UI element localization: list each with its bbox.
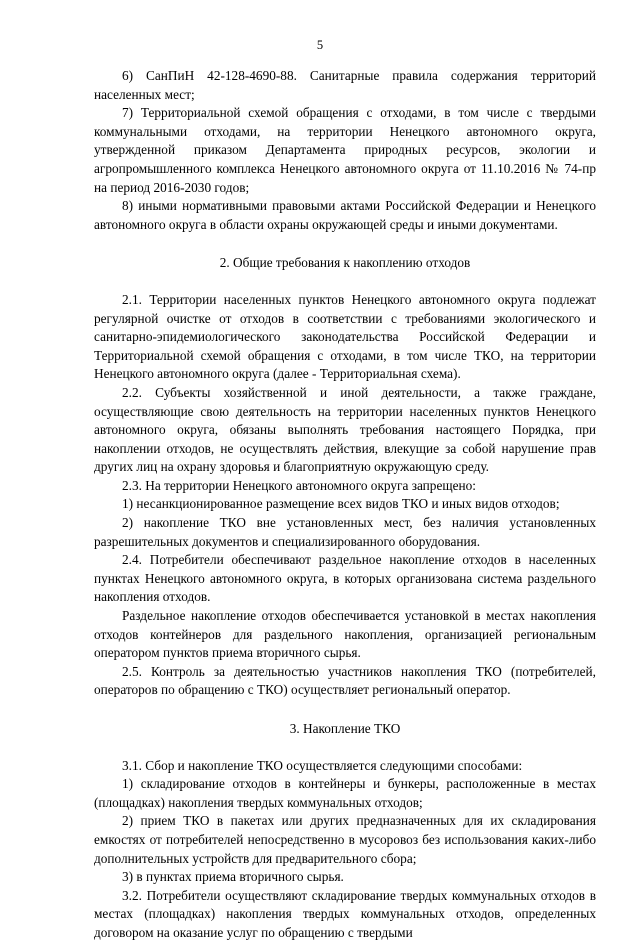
paragraph-2-3-item-2: 2) накопление ТКО вне установленных мест, без наличия установленных разрешительных документов и специализированного оборудования. [94, 515, 596, 549]
paragraph-3-2: 3.2. Потребители осуществляют складирование твердых коммунальных отходов в местах (площадках) накопления твердых коммунальных отходов, определенных договором на оказание услуг по обращению с твердыми [94, 887, 596, 940]
paragraph-3-1: 3.1. Сбор и накопление ТКО осуществляется следующими способами: [122, 757, 523, 773]
paragraph-2-3: 2.3. На территории Ненецкого автономного округа запрещено: [122, 477, 476, 493]
paragraph-2-4-continued: Раздельное накопление отходов обеспечивается установкой в местах накопления отходов контейнеров для раздельного накопления, организацией региональным оператором пунктов приема вторичного сырья. [94, 608, 596, 661]
paragraph-2-1: 2.1. Территории населенных пунктов Ненецкого автономного округа подлежат регулярной очистке от отходов в соответствии с требованиями экологического и санитарно-эпидемиологического законодательства Российской Федерации и Территориальной схемой обращения с отходами, в том числе ТКО, на территории Ненецкого автономного округа (далее - Территориальная схема). [94, 291, 596, 382]
paragraph-3-1-item-3: 3) в пунктах приема вторичного сырья. [122, 869, 344, 885]
paragraph-2-5: 2.5. Контроль за деятельностью участников накопления ТКО (потребителей, операторов по обращению с ТКО) осуществляет региональный оператор. [94, 663, 596, 698]
paragraph-3-1-item-1: 1) складирование отходов в контейнеры и бункеры, расположенные в местах (площадках) накопления твердых коммунальных отходов; [94, 776, 596, 810]
document-body [94, 67, 596, 943]
list-item-8: 8) иными нормативными правовыми актами Российской Федерации и Ненецкого автономного округа в области охраны окружающей среды и иными документами. [94, 198, 596, 232]
list-item-7: 7) Территориальной схемой обращения с отходами, в том числе с твердыми коммунальными отходами, на территории Ненецкого автономного округа, утвержденной приказом Департамента природных ресурсов, экологии и агропромышленного комплекса Ненецкого автономного округа от 11.10.2016 № 74-пр на период 2016-2030 годов; [94, 105, 596, 195]
section-3-body [94, 757, 596, 943]
paragraph-2-3-item-1: 1) несанкционированное размещение всех видов ТКО и иных видов отходов; [122, 496, 560, 512]
page-number: 5 [316, 38, 324, 52]
section-2-heading: 2. Общие требования к накоплению отходов [219, 255, 471, 271]
paragraph-3-1-item-2: 2) прием ТКО в пакетах или других предназначенных для их складирования емкостях от потребителей непосредственно в мусоровоз без использования каких-либо дополнительных устройств для предварительного сбора; [94, 813, 596, 866]
section-3-heading: 3. Накопление ТКО [289, 721, 401, 736]
paragraph-2-2: 2.2. Субъекты хозяйственной и иной деятельности, а также граждане, осуществляющие свою деятельность на территории населенных пунктов Ненецкого автономного округа, обязаны выполнять требования настоящего Порядка, при накоплении отходов, не осуществлять действия, влекущие за собой нарушение прав других лиц на охрану здоровья и благоприятную окружающую среду. [94, 384, 596, 475]
section-2-body [94, 291, 596, 700]
paragraph-2-4: 2.4. Потребители обеспечивают раздельное накопление отходов в населенных пунктах Ненецкого автономного округа, в которых организована система раздельного накопления отходов. [94, 552, 596, 605]
list-item-6: 6) СанПиН 42-128-4690-88. Санитарные правила содержания территорий населенных мест; [94, 68, 596, 102]
